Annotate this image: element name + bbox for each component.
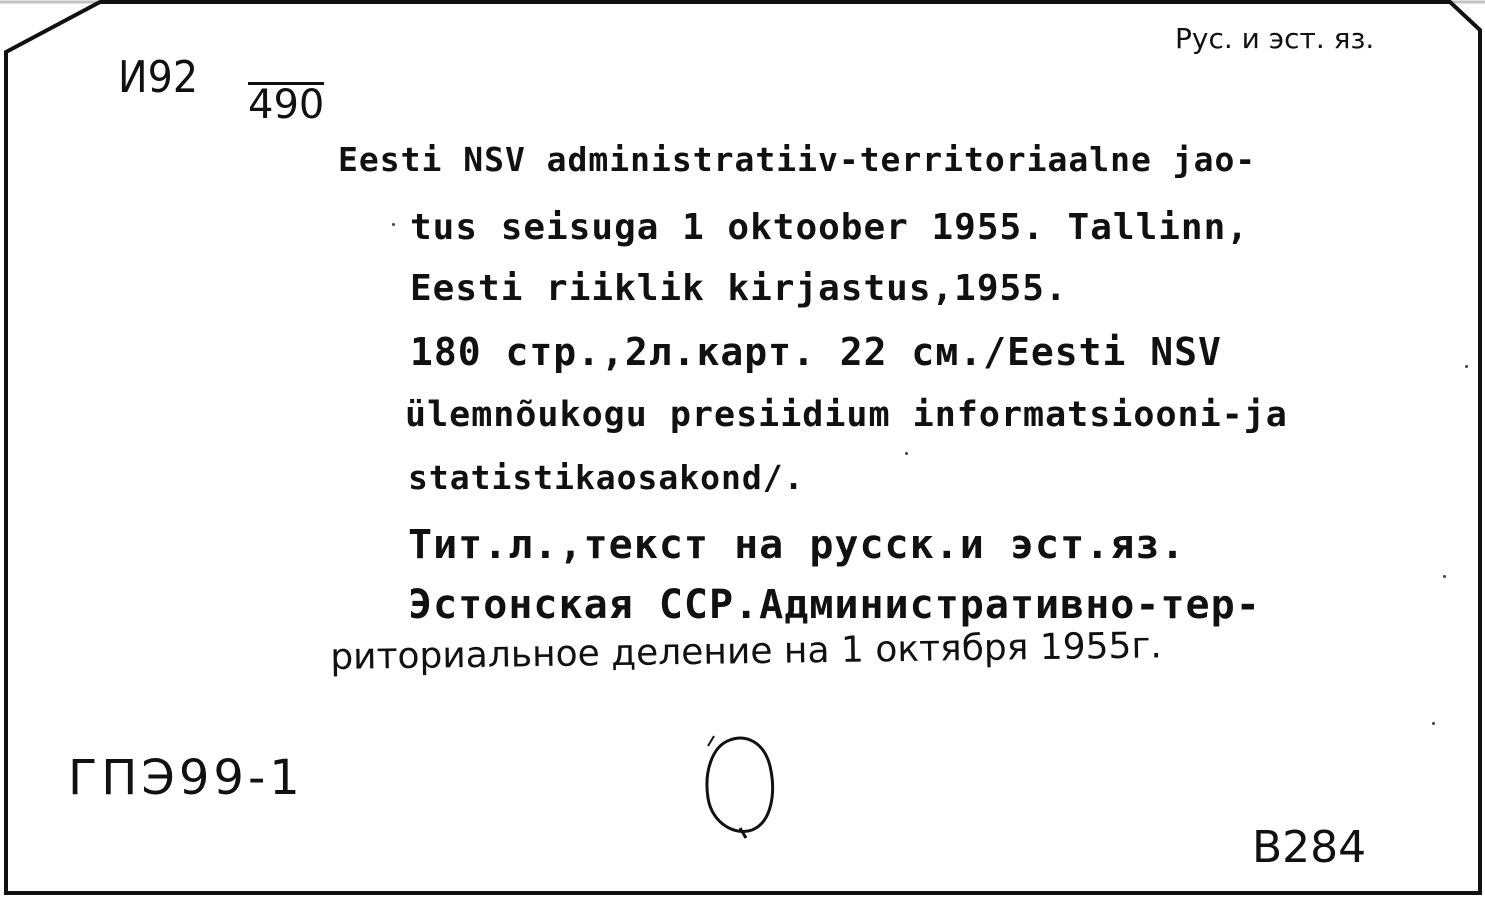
call-number-prefix: И92 (118, 52, 199, 103)
subject-heading-handwritten: риториальное деление на 1 октября 1955г. (330, 625, 1163, 678)
bibliographic-line: Эстонская ССР.Административно-тер- (408, 582, 1261, 628)
speck (905, 452, 908, 455)
bibliographic-line: 180 стр.,2л.карт. 22 см./Eesti NSV (410, 330, 1222, 374)
speck (392, 223, 395, 226)
bibliographic-line: statistikaosakond/. (408, 458, 805, 497)
shelf-mark: В284 (1252, 822, 1367, 873)
call-number-suffix: 490 (248, 82, 325, 128)
bibliographic-line: tus seisuga 1 oktoober 1955. Tallinn, (410, 207, 1249, 248)
bibliographic-line: Тит.л.,текст на русск.и эст.яз. (408, 522, 1186, 568)
bibliographic-line: Eesti riiklik kirjastus,1955. (410, 268, 1068, 309)
punch-hole (700, 732, 780, 840)
language-note: Рус. и эст. яз. (1175, 22, 1375, 55)
speck (1443, 575, 1446, 578)
bibliographic-line: ülemnõukogu presiidium informatsiooni-ja (405, 395, 1288, 435)
speck (1465, 365, 1468, 368)
inventory-number: ГПЭ99-1 (68, 750, 304, 806)
bibliographic-line: Eesti NSV administratiiv-territoriaalne jao- (338, 140, 1257, 179)
speck (1432, 722, 1435, 725)
